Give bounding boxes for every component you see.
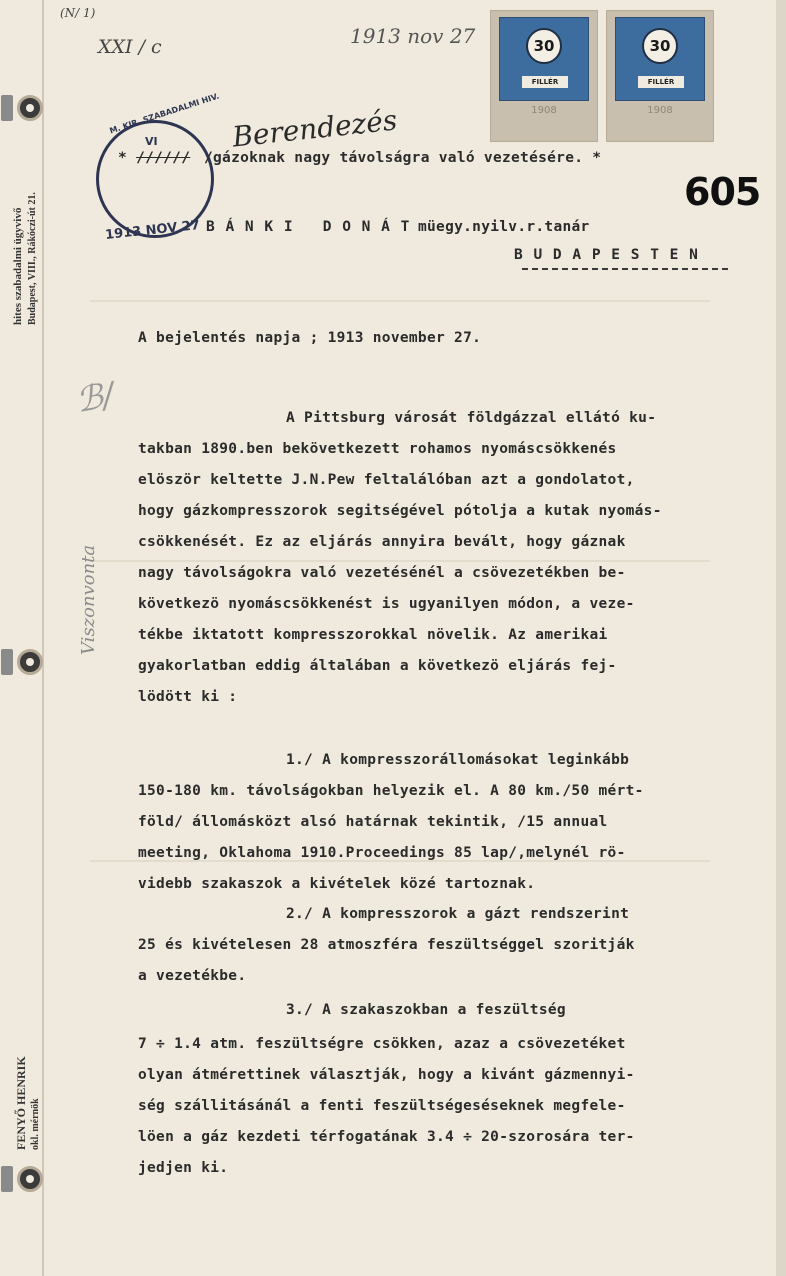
body-line: a vezetékbe. (138, 968, 247, 984)
body-line: ség szállitásánál a fenti feszültségeséseknek megfele- (138, 1098, 626, 1114)
body-line: 1./ A kompresszorállomásokat leginkább (286, 752, 630, 768)
body-line: 7 ÷ 1.4 atm. feszültségre csökken, azaz a csövezetéket (138, 1036, 626, 1052)
body-line: 150-180 km. távolságokban helyezik el. A 80 km./50 mért- (138, 783, 644, 799)
inventor-title: müegy.nyilv.r.tanár (418, 219, 590, 235)
body-line: lödött ki : (138, 689, 238, 705)
body-line: tékbe iktatott kompresszorokkal növelik. Az amerikai (138, 627, 608, 643)
stamp-roman-numeral: VI (145, 135, 158, 148)
body-line: takban 1890.ben bekövetkezett rohamos nyomáscsökkenés (138, 441, 617, 457)
binder-clip (1, 95, 13, 121)
stamp-arc-text: M. KIR. SZABADALMI HIV. (108, 91, 221, 136)
body-line: 25 és kivételesen 28 atmoszféra feszültséggel szoritják (138, 937, 635, 953)
body-line: A Pittsburg városát földgázzal ellátó ku- (286, 410, 657, 426)
document-title-strike: * ////// (118, 150, 191, 166)
punch-hole (17, 649, 43, 675)
margin-attorney-title: hites szabadalmi ügyvivő (12, 207, 24, 325)
corner-class-note: XXI / c (98, 36, 162, 58)
filing-date: A bejelentés napja ; 1913 november 27. (138, 330, 482, 346)
ghost-line (90, 560, 710, 562)
stamp-date: 1913 NOV 27 (104, 218, 201, 243)
inventor-city: B U D A P E S T E N (514, 247, 699, 263)
body-line: 3./ A szakaszokban a feszültség (286, 1002, 566, 1018)
inventor-name: B Á N K I D O N Á T (206, 219, 411, 235)
body-line: gyakorlatban eddig általában a következö eljárás fej- (138, 658, 617, 674)
body-line: föld/ állomásközt alsó határnak tekintik, /15 annual (138, 814, 608, 830)
binder-clip (1, 1166, 13, 1192)
document-title: /gázoknak nagy távolságra való vezetésére. * (204, 150, 602, 166)
stamp-design (615, 17, 705, 101)
body-line: nagy távolságokra való vezetésénél a csövezetékben be- (138, 565, 626, 581)
body-line: meeting, Oklahoma 1910.Proceedings 85 lap/,melynél rö- (138, 845, 626, 861)
body-line: 2./ A kompresszorok a gázt rendszerint (286, 906, 630, 922)
handwritten-scribble: ℬ/ (72, 374, 118, 422)
binding-margin (42, 0, 44, 1276)
body-line: jedjen ki. (138, 1160, 229, 1176)
body-line: olyan átmérettinek választják, hogy a kivánt gázmennyi- (138, 1067, 635, 1083)
body-line: löen a gáz kezdeti térfogatának 3.4 ÷ 20-szorosára ter- (138, 1129, 635, 1145)
stamp-value: 30 (642, 28, 678, 64)
stamp-year: 1908 (531, 105, 557, 116)
stamp-design (499, 17, 589, 101)
corner-handwritten-mark: (N/ 1) (60, 6, 96, 20)
page-edge (776, 0, 786, 1276)
file-number: 605 (684, 170, 761, 214)
punch-hole (17, 1166, 43, 1192)
ghost-line (90, 300, 710, 302)
handwritten-margin-note: Viszonvonta (78, 544, 99, 655)
body-line: csökkenését. Ez az eljárás annyira bevált, hogy gáznak (138, 534, 626, 550)
patent-office-stamp (96, 91, 221, 243)
body-line: videbb szakaszok a kivételek közé tartoznak. (138, 876, 536, 892)
revenue-stamp (490, 10, 598, 142)
margin-engineer-title: okl. mérnök (30, 1098, 41, 1150)
binder-clip (1, 649, 13, 675)
body-line: következö nyomáscsökkenést is ugyanilyen módon, a veze- (138, 596, 635, 612)
body-line: elöször keltette J.N.Pew feltalálóban azt a gondolatot, (138, 472, 635, 488)
margin-engineer-name: FENYŐ HENRIK (14, 1056, 28, 1150)
margin-attorney-address: Budapest, VIII., Rákóczi-út 21. (27, 192, 38, 325)
city-underline (522, 268, 728, 270)
stamp-label: FILLÉR (522, 76, 568, 88)
body-line: hogy gázkompresszorok segitségével pótolja a kutak nyomás- (138, 503, 662, 519)
stamp-label: FILLÉR (638, 76, 684, 88)
handwritten-title-word: Berendezés (230, 103, 399, 154)
handwritten-date-note: 1913 nov 27 (350, 24, 476, 48)
revenue-stamp (606, 10, 714, 142)
stamp-value: 30 (526, 28, 562, 64)
stamp-year: 1908 (647, 105, 673, 116)
punch-hole (17, 95, 43, 121)
